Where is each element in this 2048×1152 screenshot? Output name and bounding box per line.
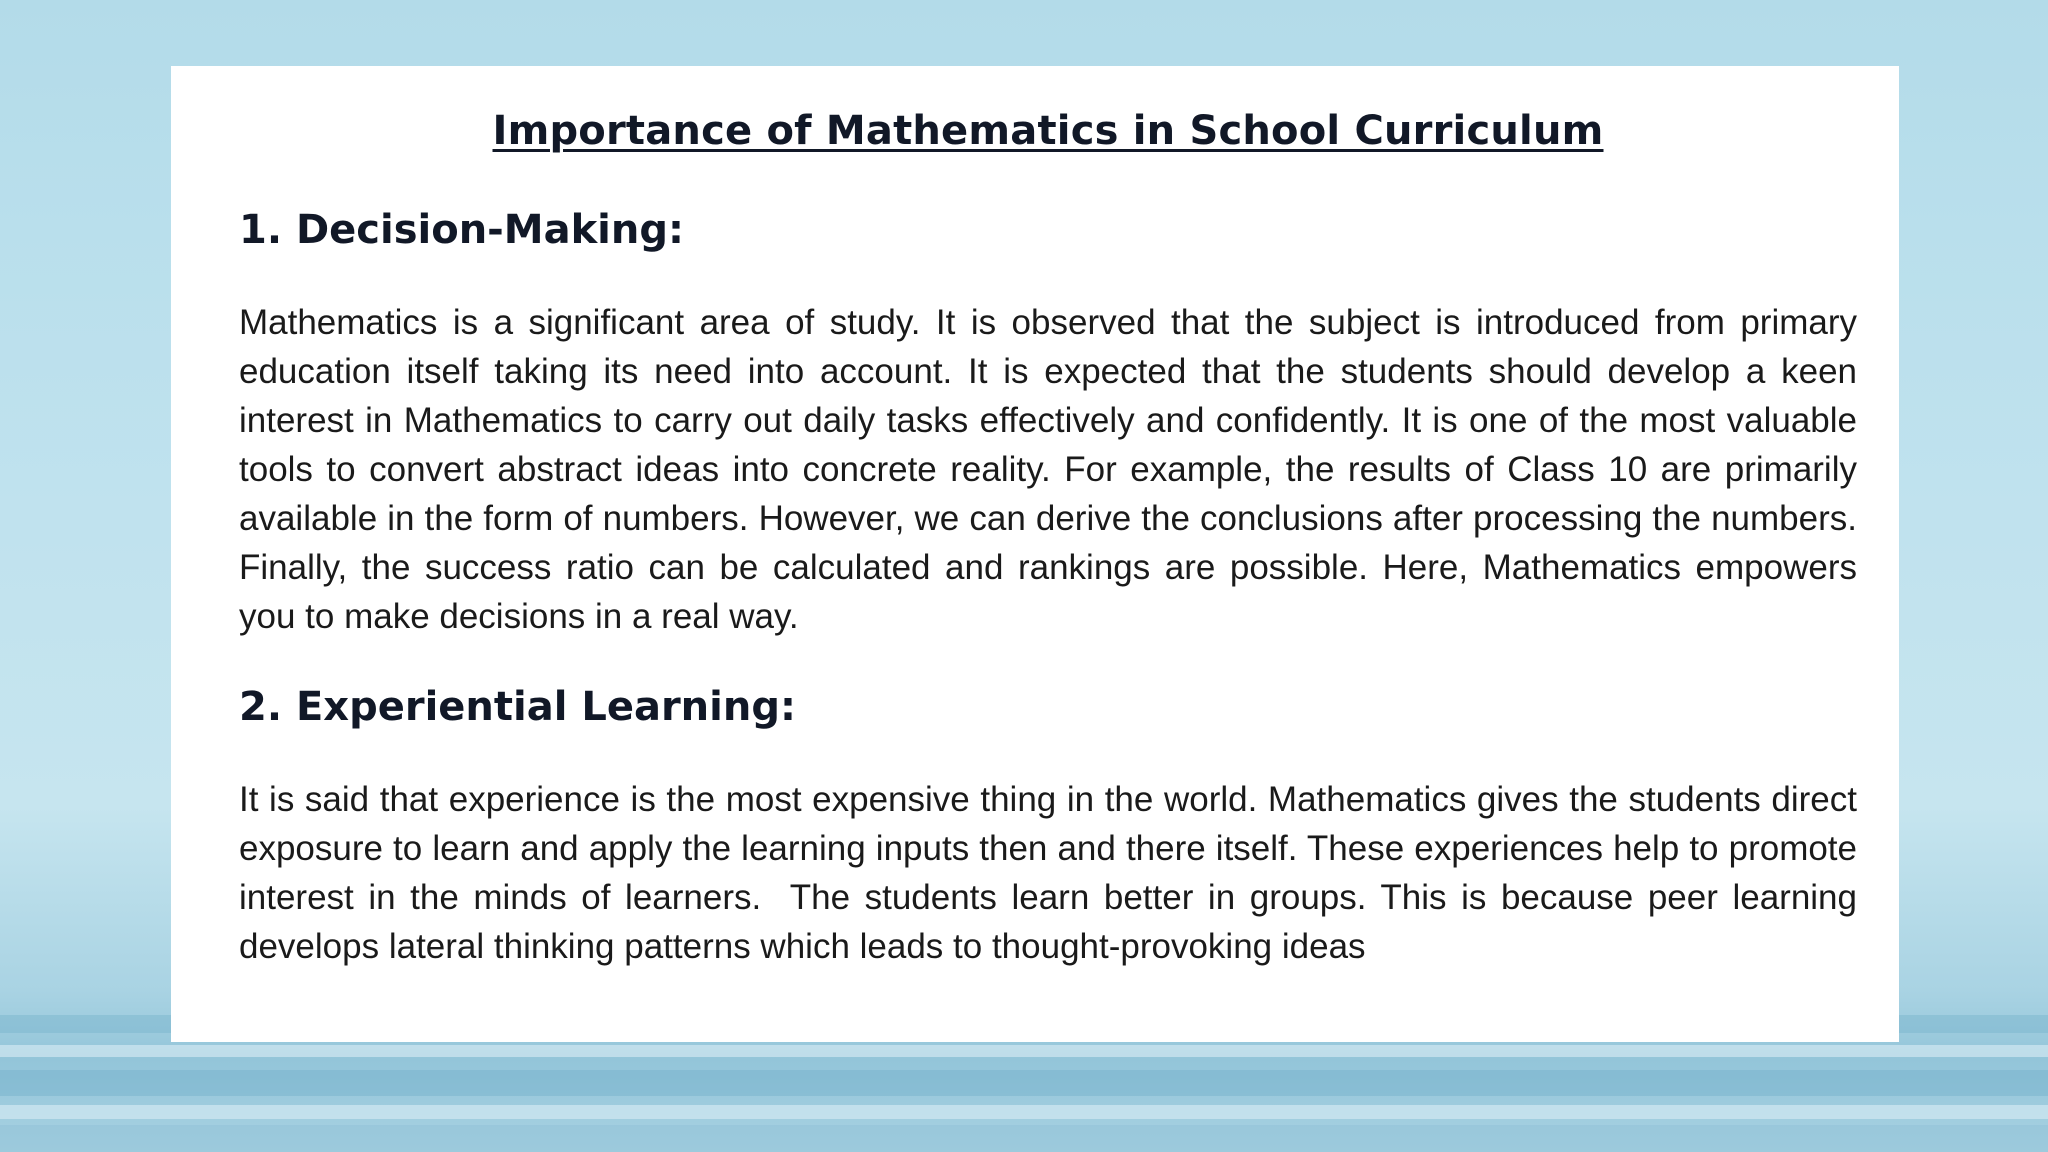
document-title: Importance of Mathematics in School Curriculum xyxy=(492,108,1604,154)
section-decision-making xyxy=(239,206,1867,641)
section-heading: 2. Experiential Learning: xyxy=(239,684,796,730)
background-wave xyxy=(0,1070,2048,1096)
background-wave xyxy=(0,1045,2048,1057)
document-page xyxy=(171,66,1899,1042)
section-paragraph: Mathematics is a significant area of study. It is observed that the subject is introduced from primary education itself taking its need into account. It is expected that the students should develop a keen interest in Mathematics to carry out daily tasks effectively and confidently. It is one of the most valuable tools to convert abstract ideas into concrete reality. For example, the results of Class 10 are primarily available in the form of numbers. However, we can derive the conclusions after processing the numbers. Finally, the success ratio can be calculated and rankings are possible. Here, Mathematics empowers you to make decisions in a real way. xyxy=(239,303,1867,636)
section-heading: 1. Decision-Making: xyxy=(239,207,684,253)
background-wave xyxy=(0,1125,2048,1152)
section-experiential-learning xyxy=(239,683,1867,971)
background-wave xyxy=(0,1105,2048,1119)
section-paragraph: It is said that experience is the most expensive thing in the world. Mathematics gives the students direct exposure to learn and apply the learning inputs then and there itself. These experiences help to promote interest in the minds of learners. The students learn better in groups. This is because peer learning develops lateral thinking patterns which leads to thought-provoking ideas xyxy=(239,780,1867,966)
